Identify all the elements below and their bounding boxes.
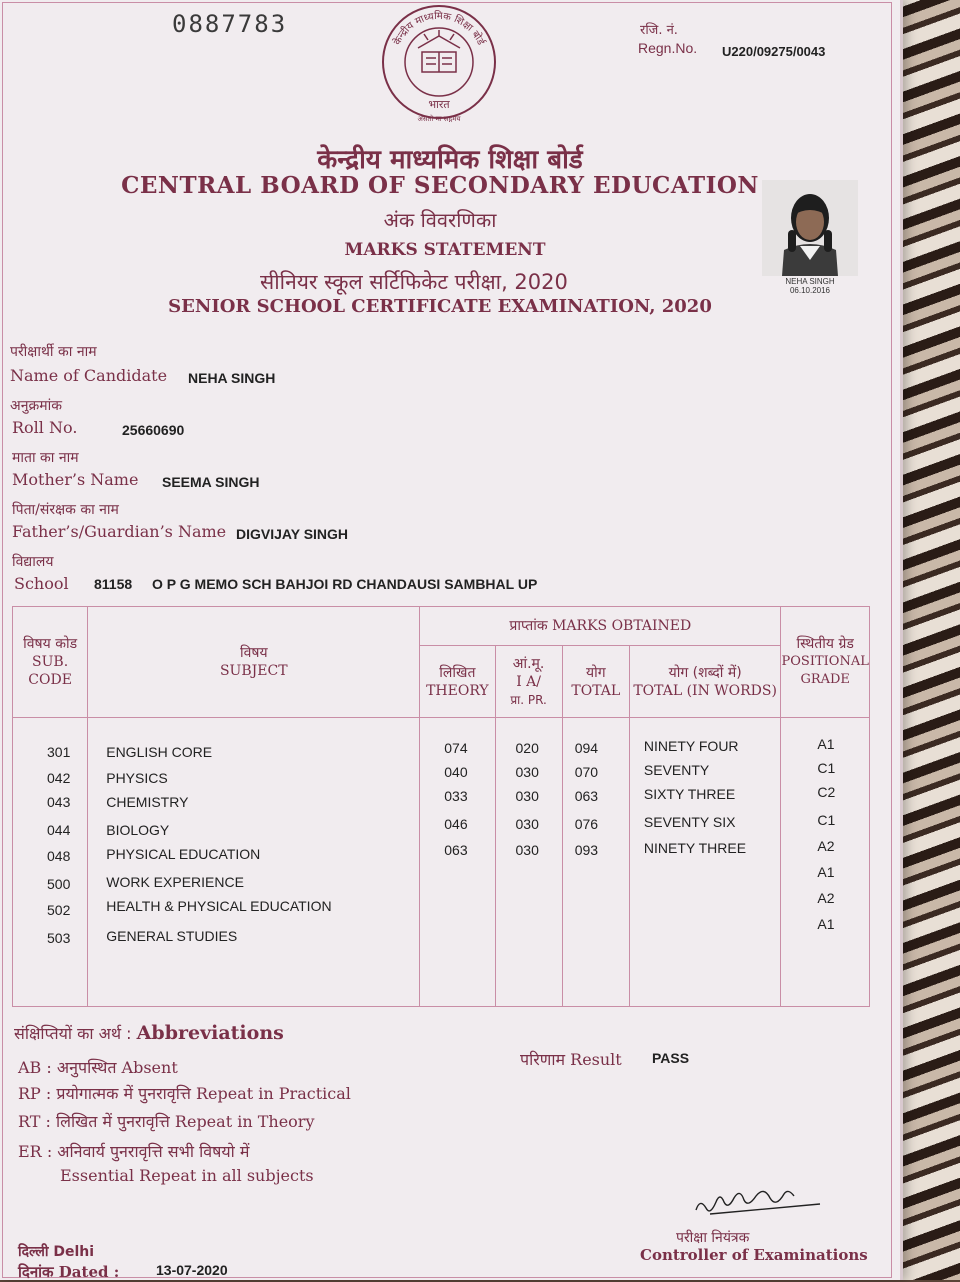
header-sub-code-en1: SUB. (32, 654, 69, 670)
board-name: CENTRAL BOARD OF SECONDARY EDUCATION (121, 172, 759, 199)
header-grade-en1: POSITIONAL (781, 654, 869, 669)
header-grade-en2: GRADE (800, 672, 850, 687)
header-total-en: TOTAL (571, 682, 621, 699)
total-4: 093 (574, 842, 599, 858)
emblem-motto: असतो मा सद्गमय (417, 115, 461, 123)
code-2: 043 (47, 794, 71, 810)
photo-caption (762, 277, 858, 295)
mother-name: SEEMA SINGH (162, 474, 260, 490)
theory-0: 074 (444, 740, 468, 756)
header-grade (781, 607, 870, 718)
subject-4: PHYSICAL EDUCATION (106, 846, 261, 862)
header-total-words (629, 646, 780, 718)
header-marks-en: MARKS OBTAINED (552, 618, 692, 634)
photo-date: 06.10.2016 (789, 286, 831, 295)
result-value: PASS (652, 1050, 690, 1066)
words-3: SEVENTY SIX (643, 814, 736, 830)
total-0: 094 (574, 740, 599, 756)
dated-label: दिनांक Dated : (18, 1263, 120, 1281)
table-header-row (13, 607, 870, 646)
grade-7: A1 (817, 916, 835, 932)
school-code: 81158 (94, 576, 133, 592)
dated-value: 13-07-2020 (156, 1262, 228, 1278)
cbse-emblem-icon (378, 0, 500, 128)
theory-2: 033 (444, 788, 468, 804)
grade-4: A2 (817, 838, 835, 854)
roll-label: Roll No. (12, 418, 78, 437)
abbr-rp: RP : प्रयोगात्मक में पुनरावृत्ति Repeat in Practical (18, 1084, 351, 1103)
code-6: 502 (47, 902, 71, 918)
roll-number: 25660690 (122, 422, 185, 438)
code-0: 301 (47, 744, 71, 760)
header-ia-hindi: आं.मू. (512, 655, 545, 672)
grade-2: C2 (817, 784, 836, 800)
col-subjects (88, 718, 420, 1007)
serial-number: 0887783 (172, 10, 288, 38)
mother-label: Mother’s Name (12, 470, 139, 489)
total-1: 070 (574, 764, 599, 780)
grade-0: A1 (817, 736, 835, 752)
theory-1: 040 (444, 764, 468, 780)
theory-4: 063 (444, 842, 468, 858)
ia-0: 020 (515, 740, 539, 756)
candidate-photo (762, 180, 858, 276)
subject-3: BIOLOGY (106, 822, 170, 838)
subject-2: CHEMISTRY (106, 794, 189, 810)
header-subject (88, 607, 420, 718)
roll-label-hindi: अनुक्रमांक (10, 398, 62, 414)
mother-label-hindi: माता का नाम (12, 450, 79, 466)
header-sub-code-en2: CODE (28, 672, 72, 688)
document-title: MARKS STATEMENT (344, 240, 546, 260)
col-words (629, 718, 780, 1007)
grade-3: C1 (817, 812, 836, 828)
controller-title: Controller of Examinations (640, 1246, 868, 1264)
ia-4: 030 (515, 842, 539, 858)
header-subject-hindi: विषय (239, 645, 268, 661)
header-ia-pr (495, 646, 562, 718)
document-title-hindi: अंक विवरणिका (383, 208, 497, 232)
grade-6: A2 (817, 890, 835, 906)
code-3: 044 (47, 822, 71, 838)
candidate-name-label-hindi: परीक्षार्थी का नाम (10, 344, 97, 360)
abbreviations-title-hindi: संक्षिप्तियों का अर्थ : (14, 1024, 132, 1043)
subject-5: WORK EXPERIENCE (106, 874, 244, 890)
theory-3: 046 (444, 816, 468, 832)
col-theory (420, 718, 495, 1007)
emblem-ring-text: केन्द्रीय माध्यमिक शिक्षा बोर्ड (391, 10, 487, 47)
ia-3: 030 (515, 816, 539, 832)
header-pr: प्रा. PR. (510, 692, 547, 707)
code-5: 500 (47, 876, 71, 892)
header-theory (420, 646, 495, 718)
header-words-hindi: योग (शब्दों में) (668, 664, 742, 681)
header-sub-code-hindi: विषय कोड (23, 636, 78, 652)
exam-title: SENIOR SCHOOL CERTIFICATE EXAMINATION, 2020 (168, 296, 712, 317)
words-1: SEVENTY (643, 762, 710, 778)
father-label: Father’s/Guardian’s Name (12, 522, 227, 541)
candidate-name: NEHA SINGH (188, 370, 276, 386)
col-grades (781, 718, 870, 1007)
father-name: DIGVIJAY SINGH (236, 526, 349, 542)
code-4: 048 (47, 848, 71, 864)
school-name: O P G MEMO SCH BAHJOI RD CHANDAUSI SAMBHAL UP (152, 576, 538, 592)
emblem-country: भारत (428, 98, 450, 111)
abbr-er-en: Essential Repeat in all subjects (60, 1166, 314, 1185)
regn-label-hindi: रजि. नं. (640, 23, 678, 38)
subject-6: HEALTH & PHYSICAL EDUCATION (106, 898, 332, 914)
board-name-hindi: केन्द्रीय माध्यमिक शिक्षा बोर्ड (317, 145, 583, 175)
col-ia (495, 718, 562, 1007)
header-total (562, 646, 629, 718)
table-body-row (13, 718, 870, 1007)
words-0: NINETY FOUR (643, 738, 739, 754)
header-marks-hindi: प्राप्तांक (509, 618, 548, 634)
school-label-hindi: विद्यालय (12, 554, 54, 570)
header-grade-hindi: स्थितीय ग्रेड (796, 636, 854, 652)
col-total (562, 718, 629, 1007)
words-2: SIXTY THREE (643, 786, 736, 802)
header-theory-en: THEORY (426, 682, 489, 699)
total-2: 063 (574, 788, 599, 804)
subject-1: PHYSICS (106, 770, 168, 786)
signature-icon (690, 1180, 830, 1230)
candidate-name-label: Name of Candidate (10, 366, 168, 385)
ia-2: 030 (515, 788, 539, 804)
abbreviations-title-en: Abbreviations (136, 1022, 284, 1044)
result-label: परिणाम Result (520, 1050, 622, 1069)
abbreviations-title (14, 1022, 284, 1044)
regn-label: Regn.No. (638, 40, 698, 56)
col-codes (13, 718, 88, 1007)
header-words-en: TOTAL (IN WORDS) (633, 682, 777, 699)
school-label: School (14, 574, 69, 593)
father-label-hindi: पिता/संरक्षक का नाम (12, 502, 119, 518)
header-marks-obtained (420, 607, 781, 646)
words-4: NINETY THREE (643, 840, 747, 856)
abbr-er: ER : अनिवार्य पुनरावृत्ति सभी विषयो में (18, 1142, 250, 1161)
header-ia-en: I A/ (516, 673, 541, 690)
abbr-ab: AB : अनुपस्थित Absent (18, 1058, 178, 1077)
place: दिल्ली Delhi (18, 1244, 95, 1260)
header-subject-en: SUBJECT (219, 663, 288, 679)
ia-1: 030 (515, 764, 539, 780)
grade-5: A1 (817, 864, 835, 880)
abbr-rt: RT : लिखित में पुनरावृत्ति Repeat in Theory (18, 1112, 315, 1131)
code-7: 503 (47, 930, 71, 946)
photo-name: NEHA SINGH (785, 277, 835, 286)
marks-table (12, 606, 870, 1007)
controller-hindi: परीक्षा नियंत्रक (676, 1230, 750, 1246)
header-theory-hindi: लिखित (439, 664, 476, 681)
total-3: 076 (574, 816, 599, 832)
grade-1: C1 (817, 760, 836, 776)
subject-0: ENGLISH CORE (106, 744, 213, 760)
header-total-hindi: योग (585, 664, 606, 681)
regn-number: U220/09275/0043 (722, 44, 826, 59)
code-1: 042 (47, 770, 71, 786)
subject-7: GENERAL STUDIES (106, 928, 238, 944)
header-sub-code (13, 607, 88, 718)
exam-title-hindi: सीनियर स्कूल सर्टिफिकेट परीक्षा, 2020 (260, 270, 568, 294)
